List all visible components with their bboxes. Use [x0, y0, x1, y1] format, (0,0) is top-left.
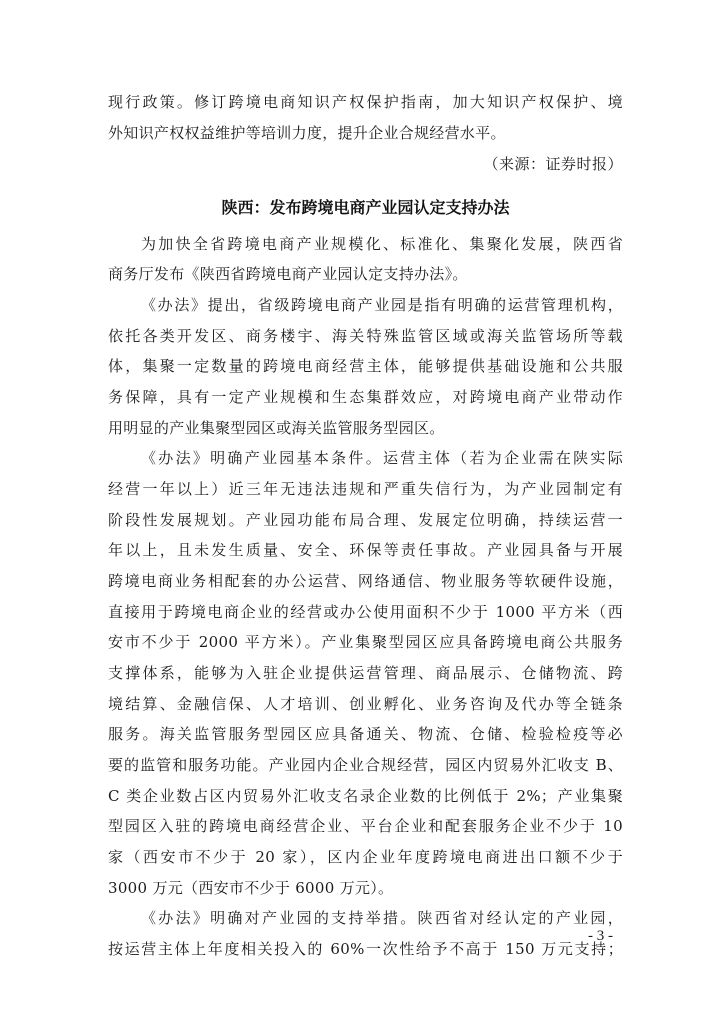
paragraph-1-line-1: 为加快全省跨境电商产业规模化、标准化、集聚化发展，陕西省	[141, 235, 623, 253]
paragraph-2-line-4: 务保障，具有一定产业规模和生态集群效应，对跨境电商产业带动作	[108, 388, 623, 406]
paragraph-4-line-1: 《办法》明确对产业园的支持举措。陕西省对经认定的产业园，	[141, 909, 623, 927]
paragraph-3-line-12: C 类企业数占区内贸易外汇收支名录企业数的比例低于 2%；产业集聚	[108, 787, 623, 805]
source-citation: （来源：证券时报）	[483, 155, 623, 173]
section-heading: 陕西：发布跨境电商产业园认定支持办法	[221, 198, 510, 217]
top-paragraph-line-1: 现行政策。修订跨境电商知识产权保护指南，加大知识产权保护、境	[108, 93, 623, 111]
paragraph-3-line-11: 要的监管和服务功能。产业园内企业合规经营，园区内贸易外汇收支 B、	[108, 756, 623, 774]
top-paragraph-line-2: 外知识产权权益维护等培训力度，提升企业合规经营水平。	[108, 124, 506, 142]
paragraph-3-line-7: 安市不少于 2000 平方米）。产业集聚型园区应具备跨境电商公共服务	[108, 633, 623, 651]
paragraph-3-line-4: 年以上，且未发生质量、安全、环保等责任事故。产业园具备与开展	[108, 541, 623, 559]
paragraph-3-line-9: 境结算、金融信保、人才培训、创业孵化、业务咨询及代办等全链条	[108, 695, 623, 713]
paragraph-3-line-14: 家（西安市不少于 20 家），区内企业年度跨境电商进出口额不少于	[108, 848, 623, 866]
paragraph-2-line-3: 体，集聚一定数量的跨境电商经营主体，能够提供基础设施和公共服	[108, 357, 623, 375]
paragraph-3-line-8: 支撑体系，能够为入驻企业提供运营管理、商品展示、仓储物流、跨	[108, 664, 623, 682]
paragraph-3-line-1: 《办法》明确产业园基本条件。运营主体（若为企业需在陕实际	[141, 449, 623, 467]
paragraph-2-line-2: 依托各类开发区、商务楼宇、海关特殊监管区域或海关监管场所等载	[108, 327, 623, 345]
paragraph-3-line-13: 型园区入驻的跨境电商经营企业、平台企业和配套服务企业不少于 10	[108, 817, 623, 835]
paragraph-3-line-6: 直接用于跨境电商企业的经营或办公使用面积不少于 1000 平方米（西	[108, 603, 623, 621]
paragraph-4-line-2: 按运营主体上年度相关投入的 60%一次性给予不高于 150 万元支持；	[108, 940, 623, 958]
page-number: - 3 -	[588, 928, 613, 944]
paragraph-3-line-2: 经营一年以上）近三年无违法违规和严重失信行为，为产业园制定有	[108, 480, 623, 498]
paragraph-3-line-5: 跨境电商业务相配套的办公运营、网络通信、物业服务等软硬件设施，	[108, 572, 623, 590]
paragraph-2-line-1: 《办法》提出，省级跨境电商产业园是指有明确的运营管理机构，	[141, 296, 623, 314]
paragraph-1-line-2: 商务厅发布《陕西省跨境电商产业园认定支持办法》。	[108, 265, 468, 283]
paragraph-2-line-5: 用明显的产业集聚型园区或海关监管服务型园区。	[108, 419, 445, 437]
paragraph-3-line-10: 服务。海关监管服务型园区应具备通关、物流、仓储、检验检疫等必	[108, 725, 623, 743]
paragraph-3-line-3: 阶段性发展规划。产业园功能布局合理、发展定位明确，持续运营一	[108, 511, 623, 529]
paragraph-3-line-15: 3000 万元（西安市不少于 6000 万元）。	[108, 879, 394, 897]
document-page	[108, 0, 623, 1024]
